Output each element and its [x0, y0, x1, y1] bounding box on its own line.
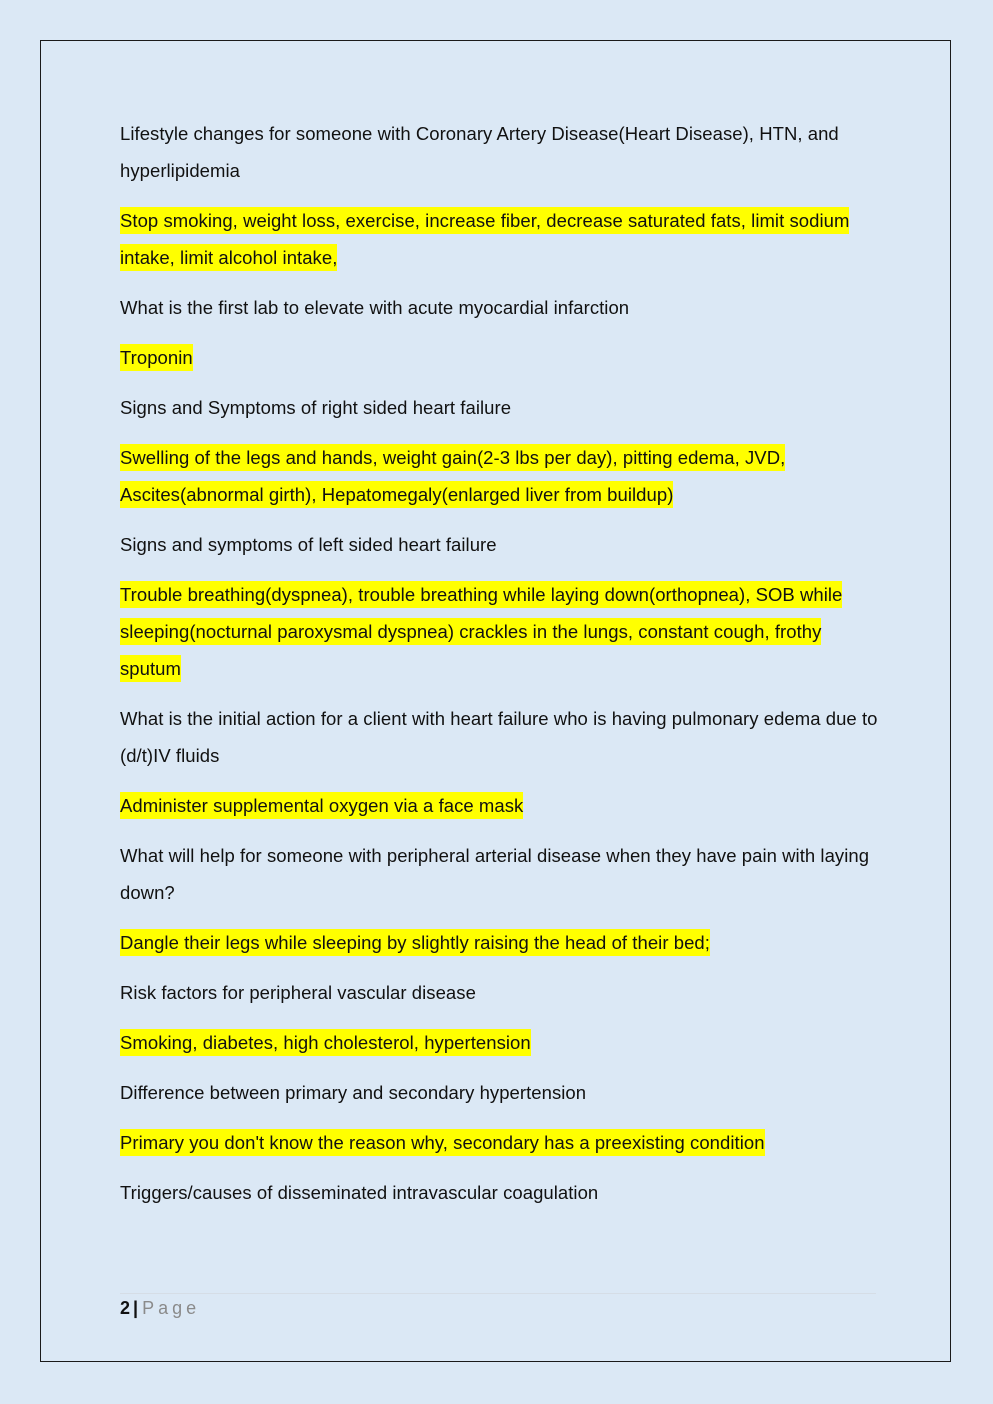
answer-pvd-risk-factors: Smoking, diabetes, high cholesterol, hypertension — [120, 1024, 880, 1061]
answer-first-lab-mi: Troponin — [120, 339, 880, 376]
answer-lifestyle-changes: Stop smoking, weight loss, exercise, increase fiber, decrease saturated fats, limit sodium intake, limit alcohol intake, — [120, 202, 880, 276]
page-number: 2 — [120, 1298, 131, 1318]
question-first-lab-mi: What is the first lab to elevate with acute myocardial infarction — [120, 297, 630, 318]
question-pad-pain: What will help for someone with peripheral arterial disease when they have pain with laying down? — [120, 845, 870, 903]
answer-pad-pain: Dangle their legs while sleeping by slightly raising the head of their bed; — [120, 924, 880, 961]
question-pulmonary-edema-action: What is the initial action for a client with heart failure who is having pulmonary edema due to (d/t)IV fluids — [120, 708, 878, 766]
question-hypertension-types: Difference between primary and secondary hypertension — [120, 1082, 587, 1103]
question-lifestyle-changes: Lifestyle changes for someone with Coronary Artery Disease(Heart Disease), HTN, and hyperlipidemia — [120, 123, 839, 181]
document-page — [40, 40, 951, 1362]
question-left-heart-failure: Signs and symptoms of left sided heart failure — [120, 534, 497, 555]
answer-left-heart-failure: Trouble breathing(dyspnea), trouble breathing while laying down(orthopnea), SOB while sleeping(nocturnal paroxysmal dyspnea) crackles in the lungs, constant cough, frothy sputum — [120, 576, 880, 687]
answer-hypertension-types: Primary you don't know the reason why, secondary has a preexisting condition — [120, 1124, 880, 1161]
question-pvd-risk-factors: Risk factors for peripheral vascular disease — [120, 982, 476, 1003]
page-label: Page — [142, 1298, 201, 1318]
footer-separator: | — [133, 1298, 139, 1318]
page-footer — [120, 1295, 200, 1321]
answer-right-heart-failure: Swelling of the legs and hands, weight gain(2-3 lbs per day), pitting edema, JVD, Ascites(abnormal girth), Hepatomegaly(enlarged liver from buildup) — [120, 439, 880, 513]
question-right-heart-failure: Signs and Symptoms of right sided heart failure — [120, 397, 512, 418]
document-body — [120, 115, 880, 1224]
question-dic-triggers: Triggers/causes of disseminated intravascular coagulation — [120, 1182, 599, 1203]
footer-divider — [120, 1293, 876, 1294]
answer-pulmonary-edema-action: Administer supplemental oxygen via a face mask — [120, 787, 880, 824]
